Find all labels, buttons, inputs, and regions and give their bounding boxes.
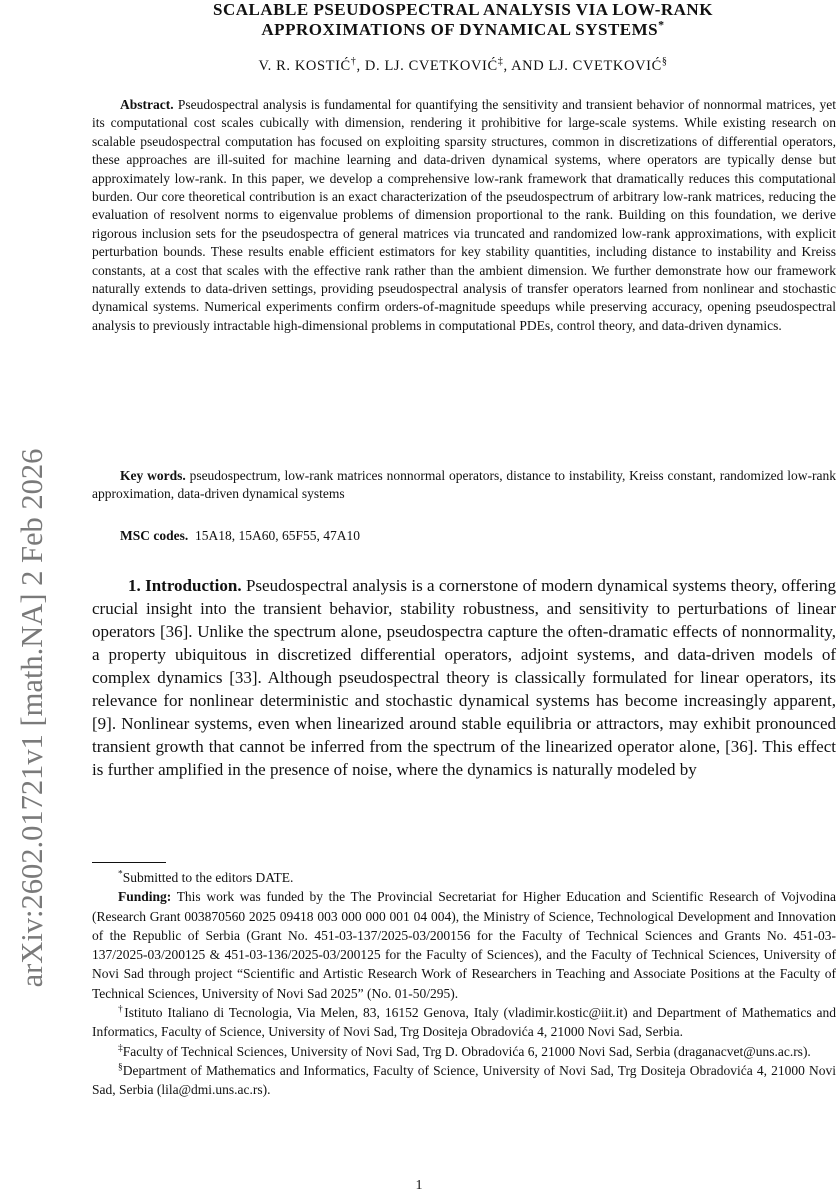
affiliation-3-text: Department of Mathematics and Informatics, Faculty of Science, University of Novi Sad, Trg Dositeja Obradovića 4, 21000 Novi Sad, Serbia (lila@dmi.uns.ac.rs).: [92, 1062, 836, 1098]
paper-title-line-2: [92, 17, 834, 40]
keywords-label: Key words.: [120, 468, 186, 483]
keywords-text: pseudospectrum, low-rank matrices nonnormal operators, distance to instability, Kreiss constant, randomized low-rank approximation, data-driven dynamical systems: [92, 468, 836, 502]
author-2: , D. LJ. CVETKOVIĆ: [356, 58, 498, 74]
affiliation-1-text: Istituto Italiano di Tecnologia, Via Melen, 83, 16152 Genova, Italy (vladimir.kostic@iit.it) and Department of Mathematics and Informatics, Faculty of Science, University of Novi Sad, Trg Dositeja Obradovića 4, 21000 Novi Sad, Serbia.: [92, 1005, 836, 1040]
footnote-submitted-text: Submitted to the editors DATE.: [122, 870, 294, 885]
msc-text: 15A18, 15A60, 65F55, 47A10: [195, 528, 361, 543]
msc-label: MSC codes.: [120, 528, 189, 543]
abstract-text: Pseudospectral analysis is fundamental for quantifying the sensitivity and transient behavior of nonnormal matrices, yet its computational cost scales cubically with dimension, rendering it prohibitive for large-scale systems. While existing research on scalable pseudospectral computation has focused on exploiting sparsity structures, common in discretizations of differential operators, these approaches are ill-suited for machine learning and data-driven dynamical systems, where operators are typically dense but approximately low-rank. In this paper, we develop a comprehensive low-rank framework that dramatically reduces this computational burden. Our core theoretical contribution is an exact characterization of the pseudospectrum of arbitrary low-rank matrices, reducing the evaluation of resolvent norms to eigenvalue problems of dimension proportional to the rank. Building on this foundation, we derive rigorous inclusion sets for the pseudospectra of general matrices via truncated and randomized low-rank approximations, with explicit perturbation bounds. These results enable efficient estimators for key stability quantities, including distance to instability and Kreiss constants, at a cost that scales with the effective rank rather than the ambient dimension. We further demonstrate how our framework naturally extends to data-driven settings, providing pseudospectral analysis of transfer operators learned from nonlinear and stochastic dynamical systems. Numerical experiments confirm orders-of-magnitude speedups while preserving accuracy, opening pseudospectral analysis to previously intractable high-dimensional problems in computational PDEs, control theory, and data-driven dynamics.: [92, 97, 837, 333]
page-number: 1: [415, 1178, 423, 1193]
keywords: [92, 467, 836, 504]
funding-text: This work was funded by the The Provincial Secretariat for Higher Education and Scientific Research of Vojvodina (Research Grant 003870560 2025 09418 003 000 000 001 04 004), the Ministry of Science, Technological Development and Innovation of the Republic of Serbia (Grant No. 451-03-137/2025-03/200156 for the Faculty of Technical Sciences and Grants No. 451-03-137/2025-03/200125 & 451-03-136/2025-03/200125 for the Faculty of Sciences), and the Faculty of Technical Sciences, University of Novi Sad through project “Scientific and Artistic Research Work of Researchers in Teaching and Associate Positions at the Faculty of Technical Sciences, University of Novi Sad 2025” (No. 01-50/295).: [92, 889, 836, 1001]
author-3: , AND LJ. CVETKOVIĆ: [503, 58, 662, 74]
paper-title-line-1: SCALABLE PSEUDOSPECTRAL ANALYSIS VIA LOW-RANK: [213, 0, 713, 19]
footnote-funding: [92, 887, 836, 1003]
footnote-rule: [92, 862, 166, 863]
footnote-submitted: [92, 868, 836, 887]
paper-title-line-2-text: APPROXIMATIONS OF DYNAMICAL SYSTEMS: [261, 20, 659, 39]
footnote-affiliation-1: [92, 1003, 836, 1042]
msc-codes: [120, 527, 820, 545]
introduction-section: [92, 574, 836, 781]
arxiv-side-stamp: arXiv:2602.01721v1 [math.NA] 2 Feb 2026: [15, 448, 49, 988]
author-3-mark: §: [661, 56, 668, 68]
author-2-mark: ‡: [497, 56, 504, 68]
footnotes: [92, 868, 836, 1100]
introduction-heading: 1. Introduction.: [128, 576, 242, 595]
abstract: [92, 96, 836, 335]
affiliation-3-mark: §: [118, 1062, 123, 1073]
author-1: V. R. KOSTIĆ: [258, 58, 351, 74]
affiliation-1-mark: †: [118, 1004, 125, 1015]
footnote-affiliation-3: [92, 1061, 836, 1100]
affiliation-2-text: Faculty of Technical Sciences, University of Novi Sad, Trg D. Obradovića 6, 21000 Novi Sad, Serbia (draganacvet@uns.ac.rs).: [122, 1043, 811, 1059]
abstract-label: Abstract.: [120, 97, 174, 112]
author-list: [92, 58, 834, 75]
funding-label: Funding:: [118, 889, 172, 905]
introduction-text: Pseudospectral analysis is a cornerstone of modern dynamical systems theory, offering crucial insight into the transient behavior, stability robustness, and sensitivity to perturbations of linear operators [36]. Unlike the spectrum alone, pseudospectra capture the often-dramatic effects of nonnormality, a property ubiquitous in discretized differential operators, adjoint systems, and data-driven models of complex dynamics [33]. Although pseudospectral theory is classically formulated for linear operators, its relevance for nonlinear deterministic and stochastic dynamical systems has become increasingly apparent, [9]. Nonlinear systems, even when linearized around stable equilibria or attractors, may exhibit pronounced transient growth that cannot be inferred from the spectrum of the linearized operator alone, [36]. This effect is further amplified in the presence of noise, where the dynamics is naturally modeled by: [92, 576, 837, 779]
title-footnote-mark: *: [658, 17, 665, 32]
footnote-submitted-mark: *: [118, 869, 123, 880]
footnote-affiliation-2: [92, 1042, 836, 1061]
affiliation-2-mark: ‡: [118, 1043, 123, 1054]
author-1-mark: †: [350, 56, 357, 68]
